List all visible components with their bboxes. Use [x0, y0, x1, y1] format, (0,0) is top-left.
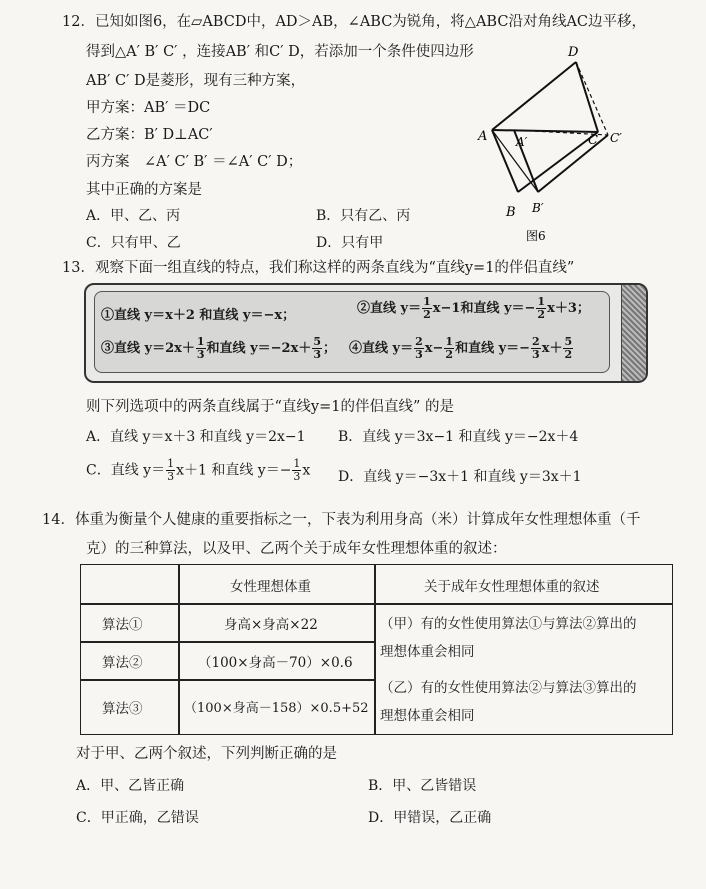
q12-plan-b: 乙方案：B′ D⊥AC′ — [86, 127, 213, 143]
q12-option-c[interactable]: C．只有甲、乙 — [86, 235, 181, 251]
fraction: $\frac{1}{3}$ — [293, 457, 301, 483]
fraction: $\frac{1}{2}$ — [445, 335, 454, 361]
q14-line2: 克）的三种算法，以及甲、乙两个关于成年女性理想体重的叙述： — [86, 541, 507, 557]
algo-1-formula: 身高×身高×22 — [224, 617, 318, 633]
fraction: $\frac{1}{2}$ — [537, 295, 546, 321]
q14-ask: 对于甲、乙两个叙述，下列判断正确的是 — [76, 746, 337, 762]
algo-3-formula: （100×身高－158）×0.5+52 — [184, 701, 369, 716]
q14-option-a[interactable]: A．甲、乙皆正确 — [76, 778, 185, 794]
panel-item-1: ①直线 y＝x＋2 和直线 y＝−x； — [101, 308, 296, 323]
label-c-prime: C′ — [610, 131, 622, 145]
q12-line3: AB′ C′ D是菱形，现有三种方案， — [86, 73, 306, 89]
label-b: B — [506, 205, 516, 220]
panel-item-4: ④直线 y＝ $\frac{2}{3}$ x− $\frac{1}{2}$ 和直线 y＝− $\frac{2}{3}$ x＋ $\frac{5}{2}$ — [349, 335, 573, 361]
q12-plan-a: 甲方案：AB′ ＝DC — [86, 100, 211, 116]
q14-option-b[interactable]: B．甲、乙皆错误 — [368, 778, 477, 794]
panel-side-tab — [621, 285, 646, 381]
label-a: A — [478, 129, 488, 144]
statement-a-line1: （甲）有的女性使用算法①与算法②算出的 — [380, 616, 637, 632]
q12-ask: 其中正确的方案是 — [86, 182, 202, 198]
label-c: C — [588, 133, 598, 148]
panel-item-2: ②直线 y＝ $\frac{1}{2}$ x−1和直线 y＝− $\frac{1}{2}$ x＋3； — [357, 295, 590, 321]
q13-ask: 则下列选项中的两条直线属于“直线y=1的伴侣直线” 的是 — [86, 399, 454, 415]
q13-option-c[interactable]: C．直线 y＝ $\frac{1}{3}$ x＋1 和直线 y＝− $\frac{1}{3}$ x — [86, 457, 311, 483]
fraction: $\frac{5}{3}$ — [313, 335, 321, 361]
table-header-empty — [80, 564, 180, 605]
q14-line1: 14．体重为衡量个人健康的重要指标之一，下表为利用身高（米）计算成年女性理想体重（千 — [42, 512, 641, 528]
q12-option-a[interactable]: A．甲、乙、丙 — [86, 208, 181, 224]
fraction: $\frac{2}{3}$ — [415, 335, 423, 361]
q12-line1: 12．已知如图6，在▱ABCD中，AD＞AB，∠ABC为锐角，将△ABC沿对角线AC边平移， — [62, 14, 647, 30]
header-weight-label: 女性理想体重 — [230, 579, 311, 595]
q14-option-c[interactable]: C．甲正确，乙错误 — [76, 810, 199, 826]
algo-2-name: 算法② — [102, 655, 143, 671]
q12-option-d[interactable]: D．只有甲 — [316, 235, 384, 251]
fraction: $\frac{5}{2}$ — [564, 335, 573, 361]
panel-inner-box — [94, 291, 610, 373]
header-statements-label: 关于成年女性理想体重的叙述 — [424, 579, 600, 595]
q13-title: 13．观察下面一组直线的特点，我们称这样的两条直线为“直线y=1的伴侣直线” — [62, 260, 575, 276]
q13-option-a[interactable]: A．直线 y＝x＋3 和直线 y＝2x−1 — [86, 429, 306, 445]
algo-3-name: 算法③ — [102, 701, 143, 717]
algo-2-formula: （100×身高－70）×0.6 — [198, 655, 353, 671]
q13-option-d[interactable]: D．直线 y＝−3x＋1 和直线 y＝3x＋1 — [338, 469, 582, 485]
label-d: D — [568, 45, 579, 60]
q12-plan-c: 丙方案 ∠A′ C′ B′ ＝∠A′ C′ D； — [86, 154, 303, 170]
statement-b-line1: （乙）有的女性使用算法②与算法③算出的 — [380, 680, 637, 696]
fraction: $\frac{1}{3}$ — [196, 335, 205, 361]
label-a-prime: A′ — [516, 135, 528, 149]
figure-6-diagram — [470, 40, 670, 245]
fraction: $\frac{1}{3}$ — [167, 457, 175, 483]
ideal-weight-table — [80, 564, 673, 735]
q12-option-b[interactable]: B．只有乙、丙 — [316, 208, 411, 224]
companion-lines-panel — [84, 283, 648, 383]
q14-option-d[interactable]: D．甲错误，乙正确 — [368, 810, 492, 826]
label-b-prime: B′ — [532, 201, 544, 215]
panel-item-3: ③直线 y＝2x＋ $\frac{1}{3}$ 和直线 y＝−2x＋ $\frac{5}{3}$ ； — [101, 335, 336, 361]
fraction: $\frac{1}{2}$ — [423, 295, 431, 321]
statement-a-line2: 理想体重会相同 — [380, 644, 475, 660]
algo-1-name: 算法① — [102, 617, 143, 633]
q13-option-b[interactable]: B．直线 y＝3x−1 和直线 y＝−2x＋4 — [338, 429, 579, 445]
fraction: $\frac{2}{3}$ — [532, 335, 540, 361]
figure-caption: 图6 — [526, 229, 546, 243]
q12-line2: 得到△A′ B′ C′ ，连接AB′ 和C′ D，若添加一个条件使四边形 — [86, 44, 474, 60]
statement-b-line2: 理想体重会相同 — [380, 708, 475, 724]
